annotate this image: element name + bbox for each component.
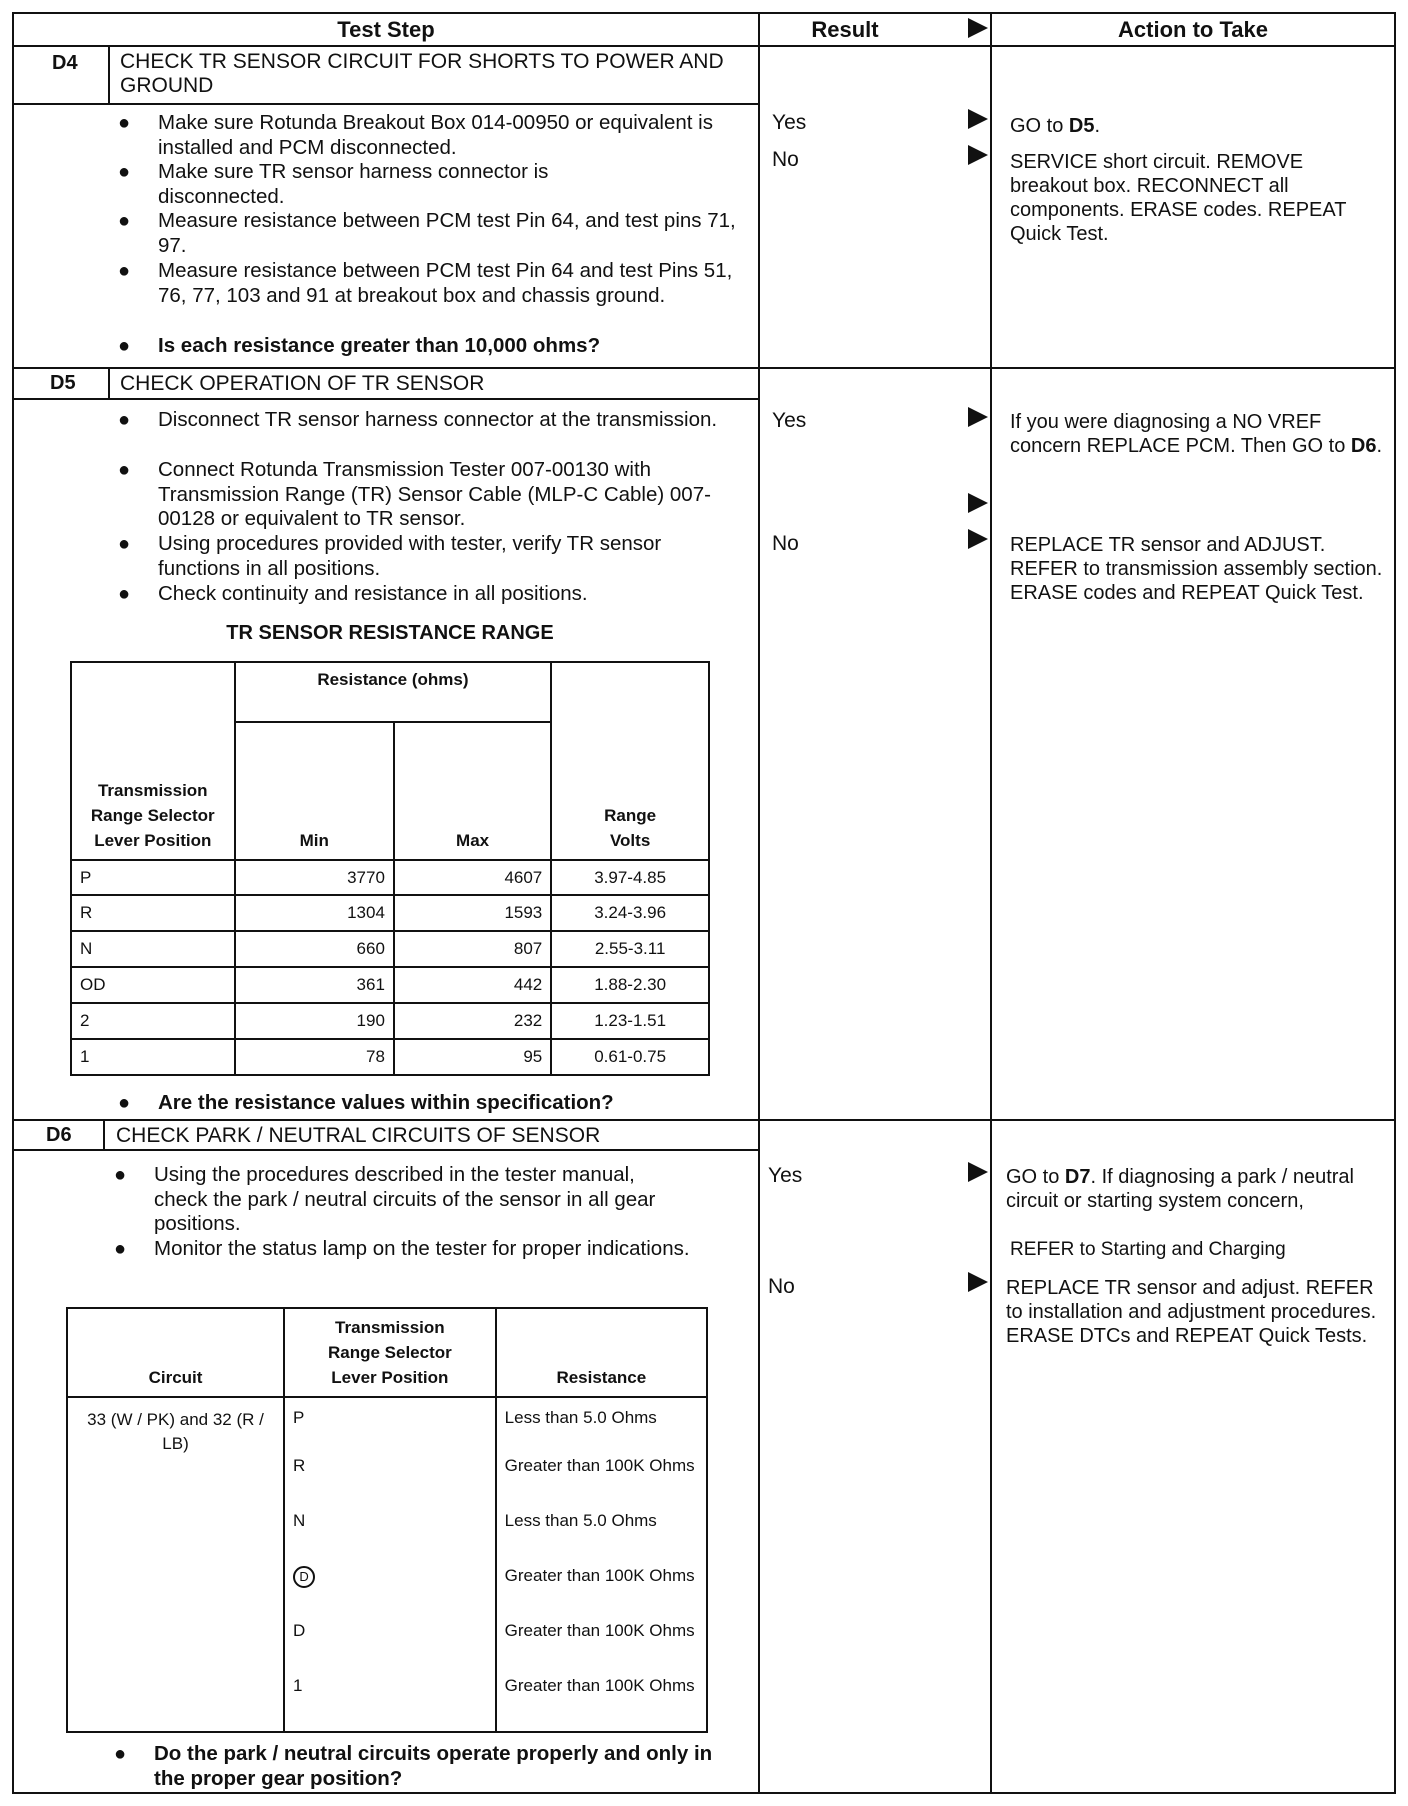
d4-code: D4 bbox=[52, 52, 78, 74]
table-row bbox=[71, 860, 709, 895]
park-neutral-table bbox=[66, 1307, 708, 1733]
cell-max: 1593 bbox=[394, 895, 551, 931]
cell-lever-position: P bbox=[284, 1397, 496, 1452]
d5-code-divider bbox=[108, 367, 110, 400]
d4-code-divider bbox=[108, 45, 110, 105]
cell-max: 95 bbox=[394, 1039, 551, 1075]
d5-mid-arrow-icon bbox=[968, 493, 988, 513]
d5-bullet: ● Using procedures provided with tester, verify TR sensor functions in all positions. bbox=[118, 532, 662, 580]
d6-title: CHECK PARK / NEUTRAL CIRCUITS OF SENSOR bbox=[116, 1124, 601, 1147]
cell-lever-position: 1 bbox=[284, 1672, 496, 1732]
cell-resistance: Greater than 100K Ohms bbox=[496, 1672, 707, 1732]
overdrive-circle-icon: D bbox=[293, 1566, 315, 1588]
divider-result bbox=[758, 12, 760, 1794]
cell-max: 807 bbox=[394, 931, 551, 967]
d5-yes-arrow-icon bbox=[968, 407, 988, 427]
cell-resistance: Less than 5.0 Ohms bbox=[496, 1507, 707, 1562]
d4-title: CHECK TR SENSOR CIRCUIT FOR SHORTS TO POWER AND GROUND bbox=[120, 50, 724, 97]
header-arrow-icon bbox=[968, 18, 988, 38]
cell-max: 4607 bbox=[394, 860, 551, 895]
col-lever-position: Transmission Range Selector Lever Position bbox=[284, 1308, 496, 1397]
d4-action-yes: GO to D5. bbox=[1010, 115, 1101, 137]
cell-volts: 1.23-1.51 bbox=[551, 1003, 709, 1039]
d6-result-yes: Yes bbox=[768, 1164, 803, 1187]
border-bottom bbox=[12, 1792, 1396, 1794]
d5-title-bottom bbox=[12, 398, 758, 400]
cell-lever-position: R bbox=[284, 1452, 496, 1507]
d4-title-bottom bbox=[12, 103, 758, 105]
d5-result-no: No bbox=[772, 532, 799, 555]
border-header-bottom bbox=[12, 45, 1396, 47]
d5-table-title: TR SENSOR RESISTANCE RANGE bbox=[226, 622, 554, 644]
header-test-step: Test Step bbox=[337, 17, 435, 42]
d5-action-no: REPLACE TR sensor and ADJUST. REFER to transmission assembly section. ERASE codes and REPEAT Quick Test. bbox=[1010, 534, 1383, 604]
table-row bbox=[71, 967, 709, 1003]
col-range-volts: Range Volts bbox=[551, 662, 709, 860]
d6-no-arrow-icon bbox=[968, 1272, 988, 1292]
tr-resistance-table bbox=[70, 661, 710, 1076]
d6-question: ● Do the park / neutral circuits operate properly and only in the proper gear position? bbox=[114, 1742, 713, 1790]
cell-volts: 3.24-3.96 bbox=[551, 895, 709, 931]
cell-position: P bbox=[71, 860, 235, 895]
cell-resistance: Greater than 100K Ohms bbox=[496, 1452, 707, 1507]
cell-circuit: 33 (W / PK) and 32 (R / LB) bbox=[67, 1397, 284, 1732]
cell-position: 1 bbox=[71, 1039, 235, 1075]
cell-volts: 0.61-0.75 bbox=[551, 1039, 709, 1075]
d4-bullet: ● Measure resistance between PCM test Pin 64, and test pins 71, 97. bbox=[118, 209, 736, 257]
d5-no-arrow-icon bbox=[968, 529, 988, 549]
cell-position: R bbox=[71, 895, 235, 931]
d4-bullet: ● Measure resistance between PCM test Pin 64 and test Pins 51, 76, 77, 103 and 91 at breakout box and chassis ground. bbox=[118, 259, 733, 307]
cell-max: 232 bbox=[394, 1003, 551, 1039]
d4-result-no: No bbox=[772, 148, 799, 171]
d4-question: ● Is each resistance greater than 10,000 ohms? bbox=[118, 334, 601, 357]
table-row bbox=[67, 1397, 707, 1452]
d6-action-yes: GO to D7. If diagnosing a park / neutral circuit or starting system concern, bbox=[1006, 1166, 1354, 1212]
d6-action-no: REPLACE TR sensor and adjust. REFER to installation and adjustment procedures. ERASE DTCs and REPEAT Quick Tests. bbox=[1006, 1277, 1377, 1347]
d6-title-bottom bbox=[12, 1149, 758, 1151]
d5-result-yes: Yes bbox=[772, 409, 807, 432]
d6-code: D6 bbox=[46, 1124, 72, 1146]
cell-resistance: Greater than 100K Ohms bbox=[496, 1617, 707, 1672]
d4-result-yes: Yes bbox=[772, 111, 807, 134]
col-resistance: Resistance bbox=[496, 1308, 707, 1397]
table-row bbox=[71, 931, 709, 967]
border-left bbox=[12, 12, 14, 1794]
table-row bbox=[71, 1003, 709, 1039]
col-max: Max bbox=[394, 722, 551, 860]
cell-position: N bbox=[71, 931, 235, 967]
cell-position: OD bbox=[71, 967, 235, 1003]
cell-min: 660 bbox=[235, 931, 394, 967]
col-circuit: Circuit bbox=[67, 1308, 284, 1397]
d6-top bbox=[12, 1119, 1396, 1121]
d5-bullet: ● Connect Rotunda Transmission Tester 007-00130 with Transmission Range (TR) Sensor Cable (MLP-C Cable) 007-00128 or equivalent to TR sensor. bbox=[118, 458, 711, 530]
cell-volts: 2.55-3.11 bbox=[551, 931, 709, 967]
border-right bbox=[1394, 12, 1396, 1794]
cell-resistance: Less than 5.0 Ohms bbox=[496, 1397, 707, 1452]
d5-title: CHECK OPERATION OF TR SENSOR bbox=[120, 372, 485, 395]
d5-top bbox=[12, 367, 1396, 369]
divider-action bbox=[990, 12, 992, 1794]
d5-action-yes: If you were diagnosing a NO VREF concern REPLACE PCM. Then GO to D6. bbox=[1010, 411, 1383, 457]
d6-code-divider bbox=[103, 1119, 105, 1151]
col-position: Transmission Range Selector Lever Position bbox=[71, 662, 235, 860]
d4-yes-arrow-icon bbox=[968, 109, 988, 129]
cell-min: 78 bbox=[235, 1039, 394, 1075]
d6-action-yes-refer: REFER to Starting and Charging bbox=[1010, 1239, 1286, 1260]
header-action: Action to Take bbox=[1118, 17, 1268, 42]
col-resistance: Resistance (ohms) bbox=[235, 662, 552, 722]
d4-no-arrow-icon bbox=[968, 145, 988, 165]
cell-min: 361 bbox=[235, 967, 394, 1003]
cell-max: 442 bbox=[394, 967, 551, 1003]
d4-bullet: ● Make sure TR sensor harness connector is disconnected. bbox=[118, 160, 549, 208]
d5-code: D5 bbox=[50, 372, 76, 394]
d6-result-no: No bbox=[768, 1275, 795, 1298]
cell-lever-position bbox=[284, 1562, 496, 1617]
table-row bbox=[71, 1039, 709, 1075]
d5-bullet: ● Check continuity and resistance in all positions. bbox=[118, 582, 588, 605]
header-result: Result bbox=[811, 17, 879, 42]
table-row bbox=[71, 895, 709, 931]
cell-min: 3770 bbox=[235, 860, 394, 895]
d6-bullet: ● Monitor the status lamp on the tester for proper indications. bbox=[114, 1237, 690, 1260]
d4-bullet: ● Make sure Rotunda Breakout Box 014-00950 or equivalent is installed and PCM disconnected. bbox=[118, 111, 713, 159]
cell-lever-position: N bbox=[284, 1507, 496, 1562]
d6-yes-arrow-icon bbox=[968, 1162, 988, 1182]
cell-lever-position: D bbox=[284, 1617, 496, 1672]
d4-action-no: SERVICE short circuit. REMOVE breakout box. RECONNECT all components. ERASE codes. REPEAT Quick Test. bbox=[1010, 151, 1347, 245]
cell-volts: 3.97-4.85 bbox=[551, 860, 709, 895]
cell-position: 2 bbox=[71, 1003, 235, 1039]
d6-bullet: ● Using the procedures described in the tester manual, check the park / neutral circuits of the sensor in all gear positions. bbox=[114, 1163, 656, 1235]
d5-question: ● Are the resistance values within specification? bbox=[118, 1091, 614, 1114]
col-min: Min bbox=[235, 722, 394, 860]
d5-bullet: ● Disconnect TR sensor harness connector at the transmission. bbox=[118, 408, 718, 431]
cell-resistance: Greater than 100K Ohms bbox=[496, 1562, 707, 1617]
cell-min: 190 bbox=[235, 1003, 394, 1039]
cell-volts: 1.88-2.30 bbox=[551, 967, 709, 1003]
cell-min: 1304 bbox=[235, 895, 394, 931]
